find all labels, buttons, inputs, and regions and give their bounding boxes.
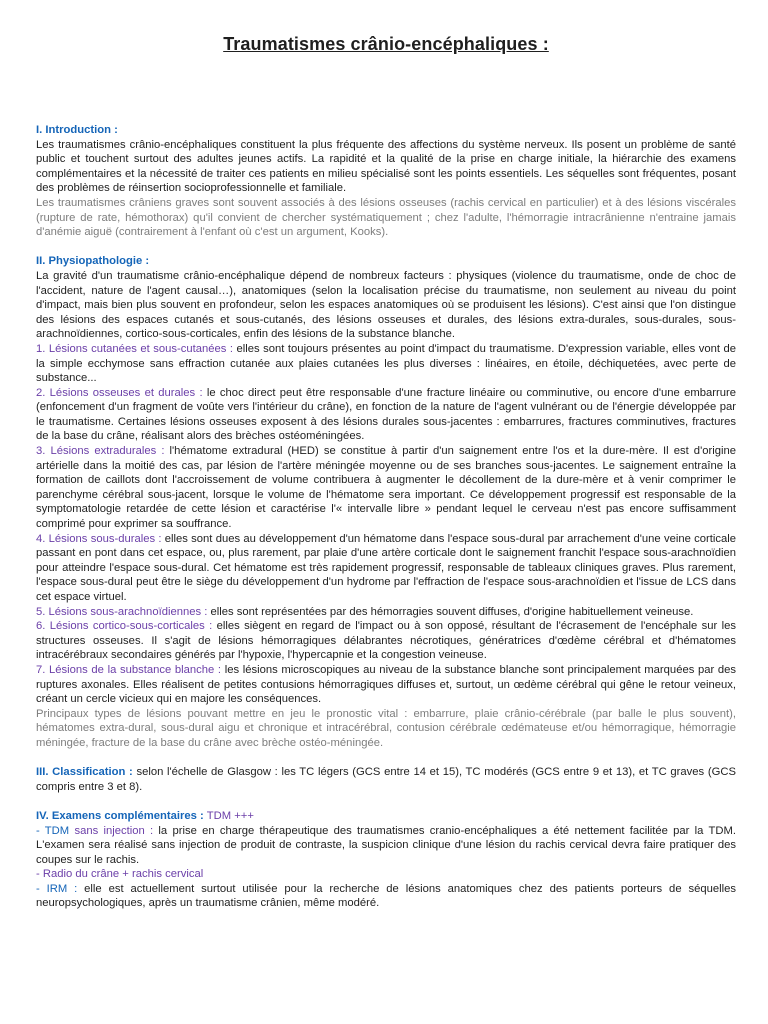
document-title: Traumatismes crânio-encéphaliques : <box>223 34 549 54</box>
lesion-item <box>36 386 736 444</box>
lesion-label: 5. Lésions sous-arachnoïdiennes : <box>36 605 208 618</box>
exam-item-tdm <box>36 824 736 868</box>
intro-paragraph: Les traumatismes crânio-encéphaliques constituent la plus fréquente des affections du système nerveux. Ils posent un problème de santé public et touchent surtout des adultes jeunes actifs. La rapidité et la qualité de la prise en charge initiale, la hiérarchie des examens complémentaires et la nécessité de traiter ces patients en milieu spécialisé sont les points essentiels. Les séquelles sont fréquentes, posant des problèmes de réinsertion socioprofessionnelle et familiale. <box>36 138 736 195</box>
lesion-text: elles sont représentées par des hémorragies souvent diffuses, d'origine habituellement veineuse. <box>207 605 694 618</box>
lesion-text: le choc direct peut être responsable d'une fracture linéaire ou comminutive, ou encore d'une embarrure (enfoncement d'un fragment de voûte vers l'intérieur du crâne), en fonction de la nature de l'agent vulnérant ou de l'énergie développée par le traumatisme. Certaines lésions osseuses exposent à des lésions durales sous-jacentes : embarrures, fractures comminutives, fractures de la base du crâne, réalisant alors des brèches ostéoméningées. <box>36 386 736 443</box>
section-heading-classification: III. Classification : <box>36 766 133 779</box>
intro-note: Les traumatismes crâniens graves sont souvent associés à des lésions osseuses (rachis cervical en particulier) et à des lésions viscérales (rupture de rate, hémothorax) qu'il convient de chercher systématiquement ; chez l'adulte, l'hémorragie intracrânienne n'entraine jamais d'anémie aiguë (contrairement à l'enfant où c'est un argument, Kooks). <box>36 196 736 239</box>
lesion-item <box>36 444 736 532</box>
section-heading-examens: IV. Examens complémentaires : <box>36 809 204 822</box>
lesion-item <box>36 532 736 605</box>
physio-summary: Principaux types de lésions pouvant mettre en jeu le pronostic vital : embarrure, plaie crânio-cérébrale (par balle le plus souvent), hématomes extra-dural, sous-dural aigu et chronique et intracérébral, contusion cérébrale œdémateuse et/ou hémorragique, hémorragie méningée, fracture de la base du crâne avec brèche ostéo-méningée. <box>36 707 736 749</box>
section-introduction <box>36 123 736 240</box>
exam-text-tdm: la prise en charge thérapeutique des traumatismes cranio-encéphaliques a été nettement facilitée par la TDM. L'examen sera réalisé sans injection de produit de contraste, la suspicion clinique d'une lésion du rachis cervical devra faire pratiquer des coupes sur le rachis. <box>36 824 736 866</box>
lesion-item <box>36 605 736 620</box>
exam-label-tdm: - TDM <box>36 824 70 837</box>
section-heading-physiopathologie: II. Physiopathologie : <box>36 255 150 268</box>
exam-item-irm <box>36 882 736 911</box>
lesion-label: 3. Lésions extradurales : <box>36 445 165 458</box>
lesion-text: elles sont dues au développement d'un hématome dans l'espace sous-dural par arrachement d'une veine corticale passant en pont dans cet espace, ou, plus rarement, par plaie d'une artère corticale dont le saignement franchit l'espace sous-arachnoïdien pour atteindre l'espace sous-dural. Cet hématome est très rapidement progressif, responsable de tableaux cliniques graves. Plus rarement, l'espace sous-dural peut être le siège du développement d'un hydrome par l'effraction de l'espace sous-arachnoïdien et l'issue de LCS dans cet espace virtuel. <box>36 532 736 603</box>
lesion-label: 4. Lésions sous-durales : <box>36 532 162 545</box>
classification-text: selon l'échelle de Glasgow : les TC légers (GCS entre 14 et 15), TC modérés (GCS entre 9 et 13), et TC graves (GCS compris entre 3 et 8). <box>36 766 736 793</box>
section-heading-introduction: I. Introduction : <box>36 124 118 136</box>
physio-paragraph: La gravité d'un traumatisme crânio-encéphalique dépend de nombreux facteurs : physiques (violence du traumatisme, onde de choc de l'accident, nature de l'agent causal…), anatomiques (selon la localisation précise du traumatisme, non seulement au niveau du point d'impact, mais bien plus souvent en profondeur, selon les espaces anatomiques où se produisent les lésions). C'est ainsi que l'on distingue des lésions des espaces cutanés et sous-cutanés, des lésions osseuses et durales, des lésions extra-durales, sous-durales, sous-arachnoïdiennes, cortico-sous-corticales, enfin des lésions de la substance blanche. <box>36 269 736 341</box>
lesion-text: l'hématome extradural (HED) se constitue à partir d'un saignement entre l'os et la dure-mère. Il est d'origine artérielle dans la moitié des cas, par lésion de l'artère méningée moyenne ou de ses branches sous-jacentes. Le saignement entraîne la formation de caillots dont l'accroissement de volume contribuera à augmenter le décollement de la dure-mère et à venir comprimer le parenchyme cérébral sous-jacent, lorsque le volume de l'hématome sera important. Ce développement progressif est responsable de la symptomatologie retardée de cette lésion et caractérise l'« intervalle libre » pendant lequel le cerveau n'est pas encore suffisamment comprimé pour exprimer sa souffrance. <box>36 445 736 531</box>
examens-heading-suffix: TDM +++ <box>203 809 254 822</box>
exam-text-irm: elle est actuellement surtout utilisée pour la recherche de lésions anatomiques chez des patients porteurs de séquelles neuropsychologiques, après un traumatisme crânien, même modéré. <box>36 882 736 910</box>
exam-item-radio: - Radio du crâne + rachis cervical <box>36 868 204 881</box>
section-classification <box>36 765 736 794</box>
lesion-item <box>36 342 736 386</box>
exam-label-irm: - IRM : <box>36 882 78 895</box>
lesion-label: 2. Lésions osseuses et durales : <box>36 386 203 399</box>
lesion-text: elles siègent en regard de l'impact ou à son opposé, résultant de l'écrasement de l'encéphale sur les structures osseuses. Il s'agit de lésions hémorragiques délabrantes nécrotiques, génératrices d'œdème cérébral et d'hématomes intracérébraux secondaires générés par l'hypoxie, l'hypercapnie et la congestion veineuse. <box>36 620 736 662</box>
document-page <box>36 34 736 926</box>
section-examens <box>36 809 736 911</box>
lesion-text: elles sont toujours présentes au point d'impact du traumatisme. D'expression variable, elles vont de la simple ecchymose sans effraction cutanée aux plaies cutanées les plus diverses : linéaires, en étoile, déchiquetées, avec perte de substance... <box>36 342 736 385</box>
lesion-text: les lésions microscopiques au niveau de la substance blanche sont principalement marquées par des ruptures axonales. Elles réalisent de petites contusions hémorragiques diffuses et, surtout, un œdème cérébral qui gêne le retour veineux, créant un cercle vicieux qui en majore les conséquences. <box>36 663 736 706</box>
lesion-item <box>36 663 736 707</box>
exam-label-tdm-detail: sans injection : <box>69 824 154 837</box>
section-physiopathologie <box>36 254 736 750</box>
lesion-label: 1. Lésions cutanées et sous-cutanées : <box>36 342 234 355</box>
lesion-label: 7. Lésions de la substance blanche : <box>36 663 222 676</box>
lesion-label: 6. Lésions cortico-sous-corticales : <box>36 620 213 633</box>
lesion-item <box>36 619 736 663</box>
